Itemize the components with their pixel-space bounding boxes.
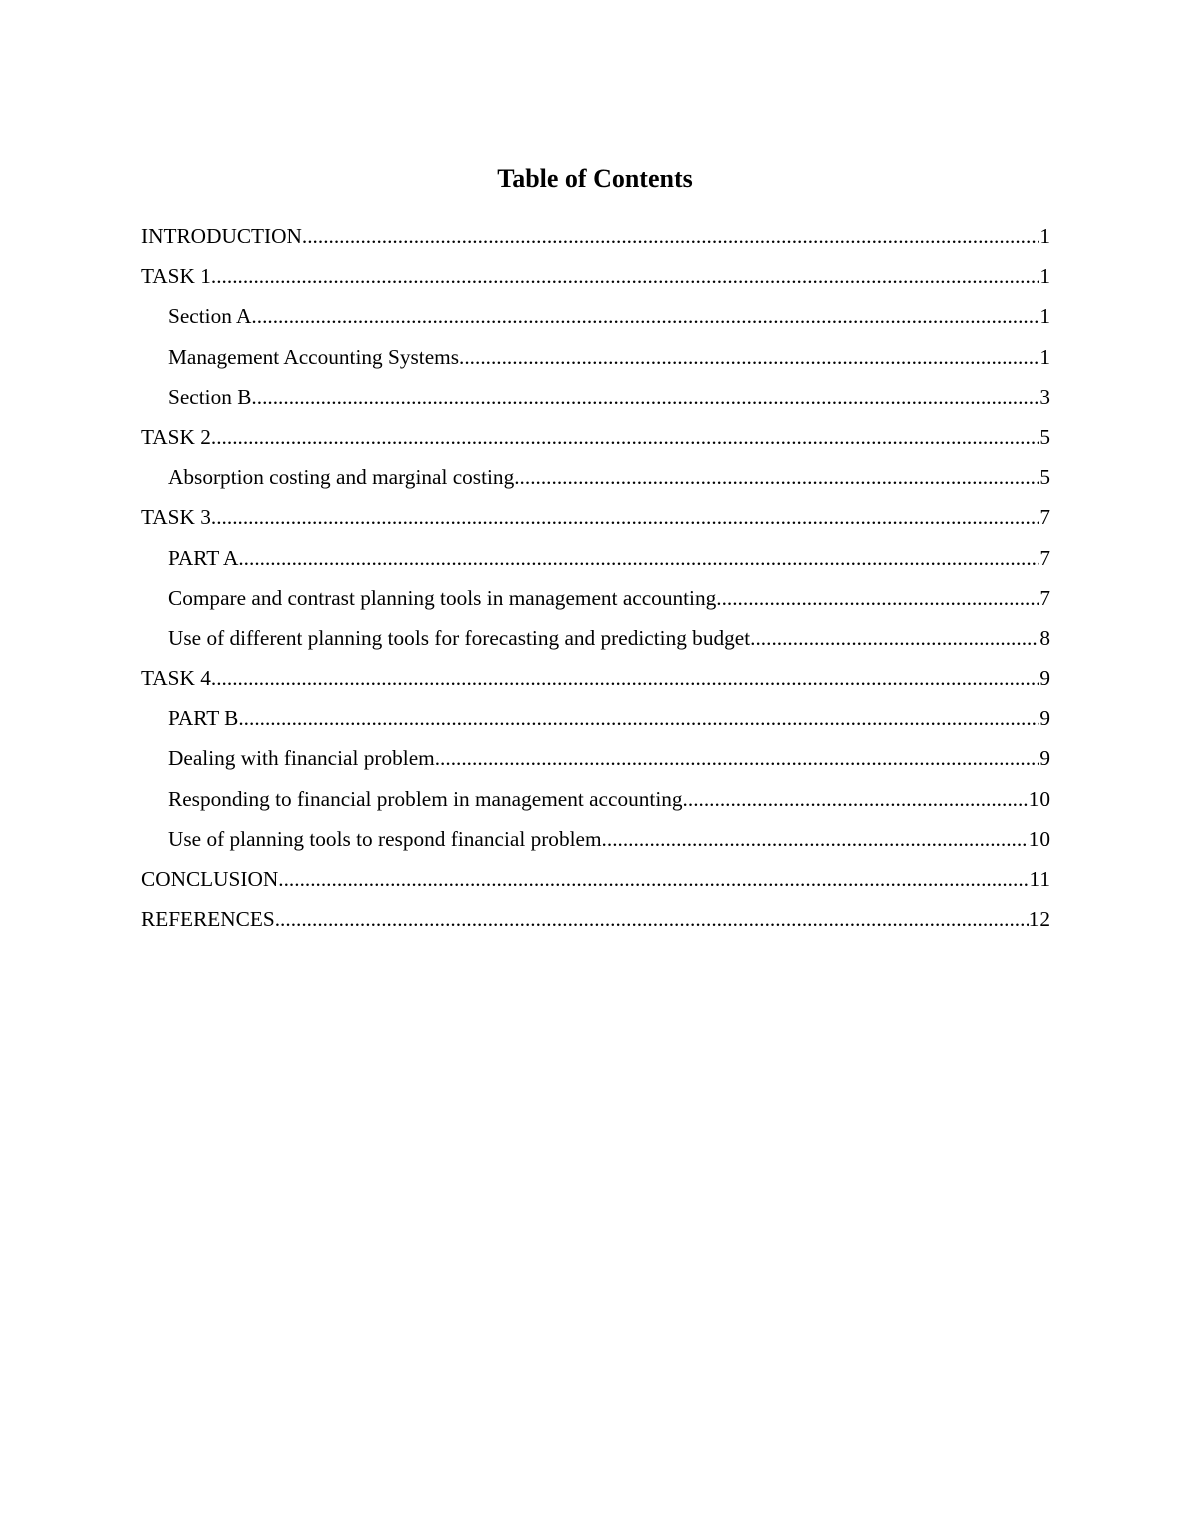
dot-leader bbox=[275, 905, 1029, 933]
toc-entry-page: 9 bbox=[1039, 746, 1050, 771]
toc-entry-label: PART B bbox=[168, 706, 239, 731]
toc-entry-label: Use of planning tools to respond financial problem bbox=[168, 826, 602, 851]
toc-entry-label: Use of different planning tools for forecasting and predicting budget bbox=[168, 625, 751, 650]
toc-entry-page: 1 bbox=[1039, 264, 1050, 289]
toc-entry-label: Responding to financial problem in management accounting bbox=[168, 786, 683, 811]
dot-leader bbox=[716, 584, 1039, 612]
toc-entry-page: 8 bbox=[1039, 625, 1050, 650]
toc-entry-conclusion[interactable] bbox=[141, 865, 1050, 905]
toc-entry-page: 1 bbox=[1039, 344, 1050, 369]
dot-leader bbox=[211, 503, 1039, 531]
toc-entry-section-b[interactable] bbox=[141, 383, 1050, 423]
toc-entry-label: PART A bbox=[168, 545, 239, 570]
toc-entry-absorption-costing[interactable] bbox=[141, 463, 1050, 503]
toc-entry-management-accounting-systems[interactable] bbox=[141, 343, 1050, 383]
dot-leader bbox=[435, 744, 1040, 772]
toc-entry-page: 9 bbox=[1039, 666, 1050, 691]
dot-leader bbox=[251, 302, 1039, 330]
toc-entry-task-2[interactable] bbox=[141, 423, 1050, 463]
toc-entry-label: Section B bbox=[168, 384, 252, 409]
toc-entry-label: Absorption costing and marginal costing bbox=[168, 465, 515, 490]
dot-leader bbox=[211, 423, 1039, 451]
dot-leader bbox=[602, 825, 1029, 853]
toc-entry-page: 1 bbox=[1039, 224, 1050, 248]
toc-entry-dealing-with-financial-problem[interactable] bbox=[141, 744, 1050, 784]
toc-entry-part-b[interactable] bbox=[141, 704, 1050, 744]
toc-entry-label: CONCLUSION bbox=[141, 867, 279, 891]
toc-entry-compare-planning-tools[interactable] bbox=[141, 584, 1050, 624]
toc-entry-label: TASK 4 bbox=[141, 666, 211, 691]
toc-entry-page: 5 bbox=[1039, 465, 1050, 490]
toc-entry-page: 9 bbox=[1039, 706, 1050, 731]
dot-leader bbox=[750, 624, 1039, 652]
table-of-contents bbox=[141, 222, 1050, 945]
dot-leader bbox=[514, 463, 1039, 491]
toc-entry-references[interactable] bbox=[141, 905, 1050, 945]
toc-entry-page: 1 bbox=[1039, 304, 1050, 329]
toc-entry-label: TASK 2 bbox=[141, 424, 211, 449]
toc-entry-page: 7 bbox=[1039, 545, 1050, 570]
dot-leader bbox=[459, 343, 1039, 371]
toc-entry-task-1[interactable] bbox=[141, 262, 1050, 302]
toc-entry-page: 10 bbox=[1028, 786, 1050, 811]
dot-leader bbox=[302, 222, 1039, 250]
toc-entry-use-of-planning-tools-respond[interactable] bbox=[141, 825, 1050, 865]
toc-entry-part-a[interactable] bbox=[141, 544, 1050, 584]
dot-leader bbox=[278, 865, 1029, 893]
dot-leader bbox=[211, 262, 1039, 290]
toc-entry-use-of-planning-tools-forecasting[interactable] bbox=[141, 624, 1050, 664]
toc-entry-label: REFERENCES bbox=[141, 907, 275, 932]
toc-entry-responding-to-financial-problem[interactable] bbox=[141, 785, 1050, 825]
dot-leader bbox=[238, 704, 1039, 732]
toc-entry-page: 12 bbox=[1028, 907, 1050, 932]
toc-entry-task-4[interactable] bbox=[141, 664, 1050, 704]
toc-entry-page: 7 bbox=[1039, 505, 1050, 530]
toc-entry-page: 7 bbox=[1039, 585, 1050, 610]
toc-entry-page: 5 bbox=[1039, 424, 1050, 449]
toc-entry-task-3[interactable] bbox=[141, 503, 1050, 543]
toc-entry-introduction[interactable] bbox=[141, 222, 1050, 262]
toc-entry-label: Management Accounting Systems bbox=[168, 344, 460, 369]
toc-entry-label: Dealing with financial problem bbox=[168, 746, 435, 771]
toc-entry-label: TASK 1 bbox=[141, 264, 211, 289]
toc-entry-label: Section A bbox=[168, 304, 252, 329]
dot-leader bbox=[251, 383, 1039, 411]
toc-entry-section-a[interactable] bbox=[141, 302, 1050, 342]
dot-leader bbox=[683, 785, 1029, 813]
toc-entry-page: 3 bbox=[1039, 384, 1050, 409]
toc-entry-page: 10 bbox=[1028, 826, 1050, 851]
toc-entry-page: 11 bbox=[1029, 867, 1050, 891]
dot-leader bbox=[211, 664, 1039, 692]
toc-title: Table of Contents bbox=[497, 164, 693, 193]
toc-entry-label: Compare and contrast planning tools in management accounting bbox=[168, 585, 717, 610]
toc-entry-label: INTRODUCTION bbox=[141, 224, 302, 248]
dot-leader bbox=[238, 544, 1039, 572]
toc-entry-label: TASK 3 bbox=[141, 505, 211, 530]
